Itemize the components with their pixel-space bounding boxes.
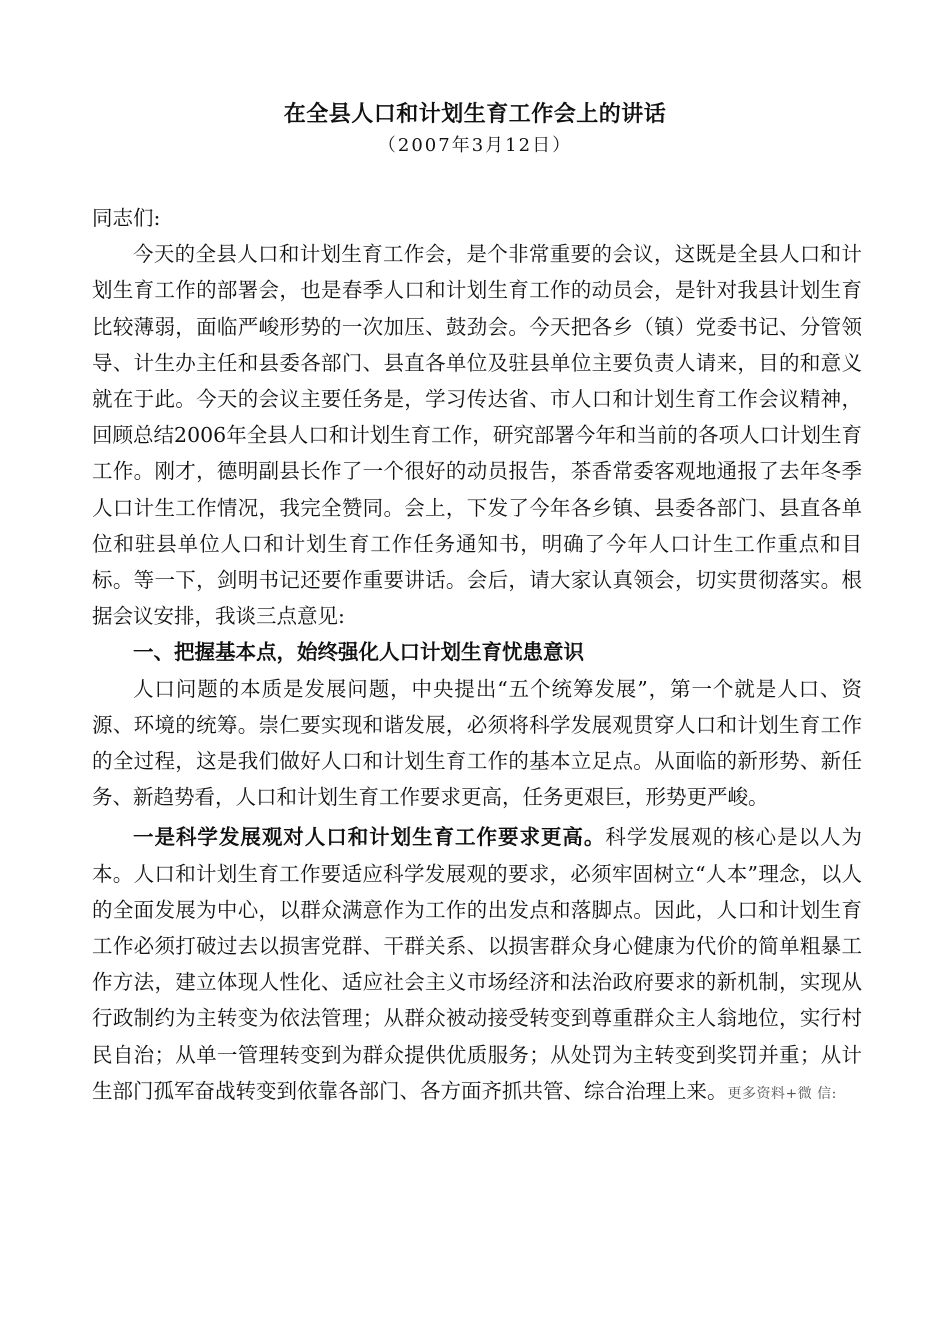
document-body xyxy=(92,200,862,1112)
document-date: （2007年3月12日） xyxy=(377,135,573,156)
section-heading-1: 一、把握基本点，始终强化人口计划生育忧患意识 xyxy=(133,640,584,665)
paragraph-body-text: 科学发展观的核心是以人为本。人口和计划生育工作要适应科学发展观的要求，必须牢固树立“人本”理念，以人的全面发展为中心，以群众满意作为工作的出发点和落脚点。因此，人口和计划生育工作必须打破过去以损害党群、干群关系、以损害群众身心健康为代价的简单粗暴工作方法，建立体现人性化、适应社会主义市场经济和法治政府要求的新机制，实现从行政制约为主转变为依法管理；从群众被动接受转变到尊重群众主人翁地位，实行村民自治；从单一管理转变到为群众提供优质服务；从处罚为主转变到奖罚并重；从计生部门孤军奋战转变到依靠各部门、各方面齐抓共管、综合治理上来。 xyxy=(92,825,863,1103)
paragraph-population-issue: 人口问题的本质是发展问题，中央提出“五个统筹发展”，第一个就是人口、资源、环境的统筹。崇仁要实现和谐发展，必须将科学发展观贯穿人口和计划生育工作的全过程，这是我们做好人口和计划生育工作的基本立足点。从面临的新形势、新任务、新趋势看，人口和计划生育工作要求更高，任务更艰巨，形势更严峻。 xyxy=(92,676,862,810)
footer-note: 更多资料+微 信: xyxy=(727,1085,837,1102)
document-title: 在全县人口和计划生育工作会上的讲话 xyxy=(283,101,667,127)
paragraph-scientific-development xyxy=(92,819,862,1112)
salutation: 同志们: xyxy=(92,206,161,230)
paragraph-opening: 今天的全县人口和计划生育工作会，是个非常重要的会议，这既是全县人口和计划生育工作的部署会，也是春季人口和计划生育工作的动员会，是针对我县计划生育比较薄弱，面临严峻形势的一次加压、鼓劲会。今天把各乡（镇）党委书记、分管领导、计生办主任和县委各部门、县直各单位及驻县单位主要负责人请来，目的和意义就在于此。今天的会议主要任务是，学习传达省、市人口和计划生育工作会议精神，回顾总结2006年全县人口和计划生育工作，研究部署今年和当前的各项人口计划生育工作。刚才，德明副县长作了一个很好的动员报告，茶香常委客观地通报了去年冬季人口计生工作情况，我完全赞同。会上，下发了今年各乡镇、县委各部门、县直各单位和驻县单位人口和计划生育工作任务通知书，明确了今年人口计生工作重点和目标。等一下，剑明书记还要作重要讲话。会后，请大家认真领会，切实贯彻落实。根据会议安排，我谈三点意见: xyxy=(92,242,862,629)
paragraph-lead-sentence: 一是科学发展观对人口和计划生育工作要求更高。 xyxy=(133,825,606,850)
